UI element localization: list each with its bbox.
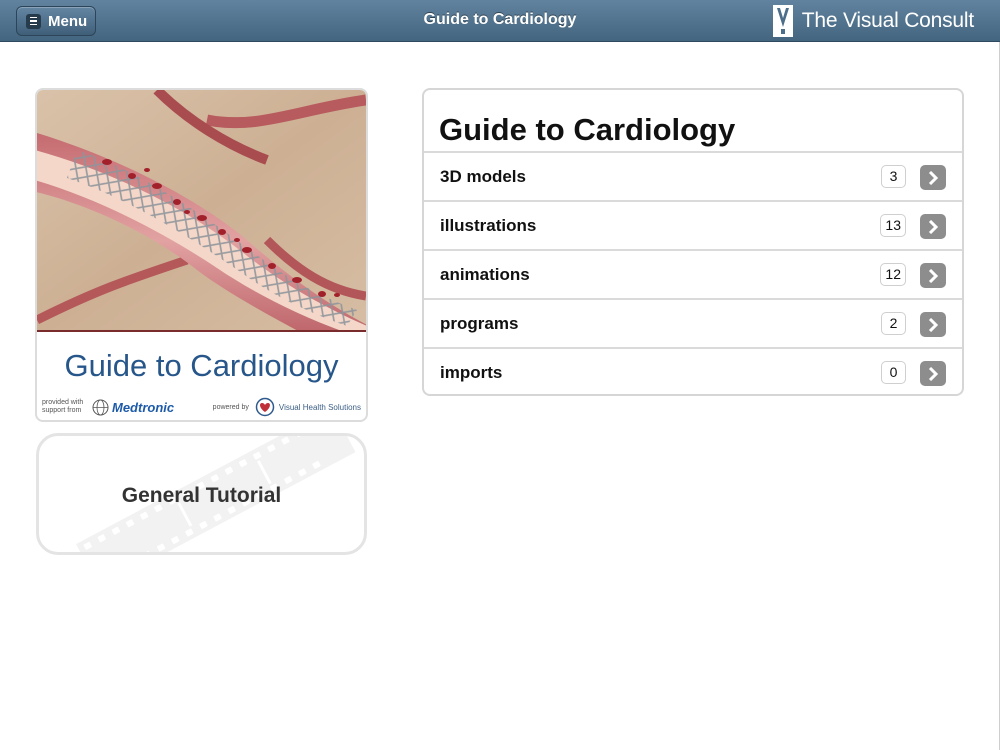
row-label: programs <box>440 314 519 333</box>
cover-footer <box>42 395 361 419</box>
powered-label: powered by <box>212 403 249 411</box>
top-bar <box>0 0 1000 42</box>
sponsor-name: Medtronic <box>112 399 175 415</box>
medtronic-globe-icon <box>92 399 109 416</box>
brand-name: The Visual Consult <box>801 9 974 32</box>
list-item-illustrations[interactable] <box>424 200 962 249</box>
brand <box>771 4 974 38</box>
count-badge: 2 <box>881 312 906 335</box>
guide-cover-card[interactable] <box>35 88 368 422</box>
stent-artery-image <box>37 90 366 332</box>
content-list <box>422 88 964 396</box>
chevron-right-icon[interactable] <box>920 165 946 190</box>
list-item-3d-models[interactable] <box>424 151 962 200</box>
heart-logo-icon <box>255 397 275 417</box>
list-title: Guide to Cardiology <box>439 112 736 147</box>
chevron-right-icon[interactable] <box>920 214 946 239</box>
row-label: illustrations <box>440 216 537 235</box>
powered-name: Visual Health Solutions <box>278 402 361 412</box>
tutorial-label: General Tutorial <box>121 484 282 507</box>
row-label: animations <box>440 265 530 284</box>
count-badge: 13 <box>880 214 906 237</box>
count-badge: 0 <box>881 361 906 384</box>
powered-by <box>213 397 361 417</box>
chevron-right-icon[interactable] <box>920 361 946 386</box>
list-item-animations[interactable] <box>424 249 962 298</box>
visual-consult-logo-icon <box>771 5 795 37</box>
provided-label: provided with support from <box>42 399 84 414</box>
row-label: 3D models <box>440 167 526 186</box>
general-tutorial-button[interactable] <box>36 433 367 555</box>
page-title: Guide to Cardiology <box>423 11 577 28</box>
chevron-right-icon[interactable] <box>920 263 946 288</box>
list-item-programs[interactable] <box>424 298 962 347</box>
sponsor-logo <box>92 399 174 416</box>
count-badge: 12 <box>880 263 906 286</box>
chevron-right-icon[interactable] <box>920 312 946 337</box>
count-badge: 3 <box>881 165 906 188</box>
menu-button-label: Menu <box>48 12 88 30</box>
row-label: imports <box>440 363 503 382</box>
list-item-imports[interactable] <box>424 347 962 396</box>
cover-title: Guide to Cardiology <box>64 348 339 383</box>
